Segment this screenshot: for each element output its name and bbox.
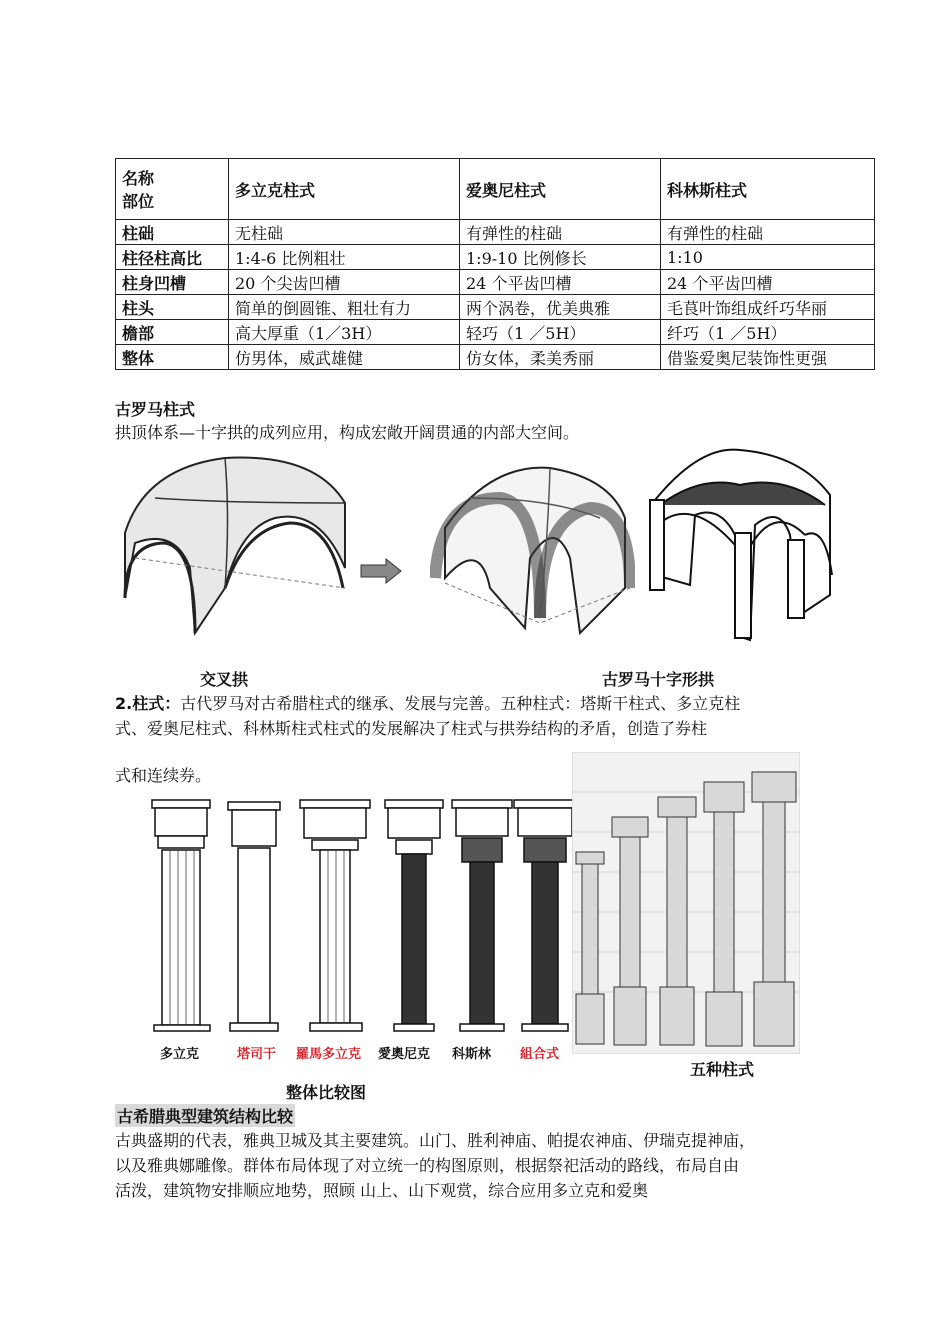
table-row xyxy=(116,245,875,270)
row-part: 柱础 xyxy=(116,220,229,245)
orders-line-1 xyxy=(115,691,875,716)
cell-doric: 20 个尖齿凹槽 xyxy=(229,270,460,295)
columns-comparison-drawing xyxy=(140,790,580,1040)
caption-five-orders: 五种柱式 xyxy=(690,1060,755,1079)
arrow-right-icon xyxy=(360,558,402,584)
header-doric: 多立克柱式 xyxy=(229,159,460,220)
table-row xyxy=(116,220,875,245)
cell-corinthian: 借鉴爱奥尼装饰性更强 xyxy=(661,345,875,370)
order-label-tuscan-text: 塔司干 xyxy=(237,1047,277,1062)
row-part: 整体 xyxy=(116,345,229,370)
greek-line-1: 古典盛期的代表，雅典卫城及其主要建筑。山门、胜利神庙、帕提农神庙、伊瑞克提神庙， xyxy=(115,1131,756,1150)
roman-cross-vault-sketch xyxy=(430,458,635,638)
cell-ionic: 轻巧（1 ／5H） xyxy=(460,320,661,345)
greek-paragraph xyxy=(115,1128,875,1203)
cell-corinthian: 有弹性的柱础 xyxy=(661,220,875,245)
cell-ionic: 仿女体，柔美秀丽 xyxy=(460,345,661,370)
orders-paragraph xyxy=(115,691,875,741)
greek-line-3: 活泼，建筑物安排顺应地势，照顾 山上、山下观赏，综合应用多立克和爱奥 xyxy=(115,1181,649,1200)
row-part: 柱径柱高比 xyxy=(116,245,229,270)
orders-line-2: 式、爱奥尼柱式、科林斯柱式柱式的发展解决了柱式与拱券结构的矛盾，创造了券柱 xyxy=(115,719,708,738)
table-row xyxy=(116,345,875,370)
cell-doric: 仿男体，威武雄健 xyxy=(229,345,460,370)
header-ionic: 爱奥尼柱式 xyxy=(460,159,661,220)
row-part: 柱身凹槽 xyxy=(116,270,229,295)
greek-heading: 古希腊典型建筑结构比较 xyxy=(115,1104,295,1127)
cell-corinthian: 24 个平齿凹槽 xyxy=(661,270,875,295)
cell-corinthian: 1:10 xyxy=(661,245,875,270)
greek-line-2: 以及雅典娜雕像。群体布局体现了对立统一的构图原则，根据祭祀活动的路线，布局自由 xyxy=(115,1156,740,1175)
cell-ionic: 有弹性的柱础 xyxy=(460,220,661,245)
order-label-roman-doric-text: 羅馬多立克 xyxy=(296,1047,362,1062)
caption-cross-vault: 交叉拱 xyxy=(200,670,249,689)
order-label-doric xyxy=(160,1043,199,1062)
order-label-roman-doric xyxy=(296,1043,361,1062)
order-label-ionic-text: 愛奧尼克 xyxy=(378,1047,431,1062)
orders-line-3: 式和连续券。 xyxy=(115,766,212,785)
orders-text-1: 古代罗马对古希腊柱式的继承、发展与完善。五种柱式：塔斯干柱式、多立克柱 xyxy=(180,694,741,713)
order-label-doric-text: 多立克 xyxy=(160,1047,200,1062)
five-orders-engraving xyxy=(572,752,800,1054)
cell-corinthian: 纤巧（1 ／5H） xyxy=(661,320,875,345)
column-order-table xyxy=(115,158,875,370)
cell-corinthian: 毛茛叶饰组成纤巧华丽 xyxy=(661,295,875,320)
order-label-corinthian-text: 科斯林 xyxy=(452,1047,492,1062)
caption-roman-cross-vault: 古罗马十字形拱 xyxy=(602,670,715,689)
corner-label-part: 部位 xyxy=(122,192,155,211)
table-row xyxy=(116,295,875,320)
order-label-composite xyxy=(520,1043,559,1062)
cell-doric: 无柱础 xyxy=(229,220,460,245)
cell-doric: 高大厚重（1／3H） xyxy=(229,320,460,345)
order-label-composite-text: 組合式 xyxy=(520,1047,560,1062)
table-row xyxy=(116,270,875,295)
row-part: 檐部 xyxy=(116,320,229,345)
cross-vault-sketch xyxy=(115,448,355,638)
cell-doric: 简单的倒圆锥、粗壮有力 xyxy=(229,295,460,320)
orders-label: 柱式： xyxy=(132,694,181,713)
cell-ionic: 24 个平齿凹槽 xyxy=(460,270,661,295)
roman-vault-text: 拱顶体系—十字拱的成列应用，构成宏敞开阔贯通的内部大空间。 xyxy=(115,423,580,442)
caption-comparison: 整体比较图 xyxy=(286,1083,367,1102)
row-part: 柱头 xyxy=(116,295,229,320)
cell-ionic: 1:9-10 比例修长 xyxy=(460,245,661,270)
roman-cross-arch-sketch xyxy=(640,445,840,645)
order-label-ionic xyxy=(378,1043,430,1062)
order-label-corinthian xyxy=(452,1043,491,1062)
cell-doric: 1:4-6 比例粗壮 xyxy=(229,245,460,270)
header-corinthian: 科林斯柱式 xyxy=(661,159,875,220)
orders-number: 2. xyxy=(115,694,133,713)
table-row xyxy=(116,320,875,345)
table-header-row xyxy=(116,159,875,220)
corner-label-name: 名称 xyxy=(122,169,155,188)
roman-heading: 古罗马柱式 xyxy=(115,400,196,419)
cell-ionic: 两个涡卷，优美典雅 xyxy=(460,295,661,320)
table-corner-cell xyxy=(116,159,229,220)
order-label-tuscan xyxy=(237,1043,276,1062)
